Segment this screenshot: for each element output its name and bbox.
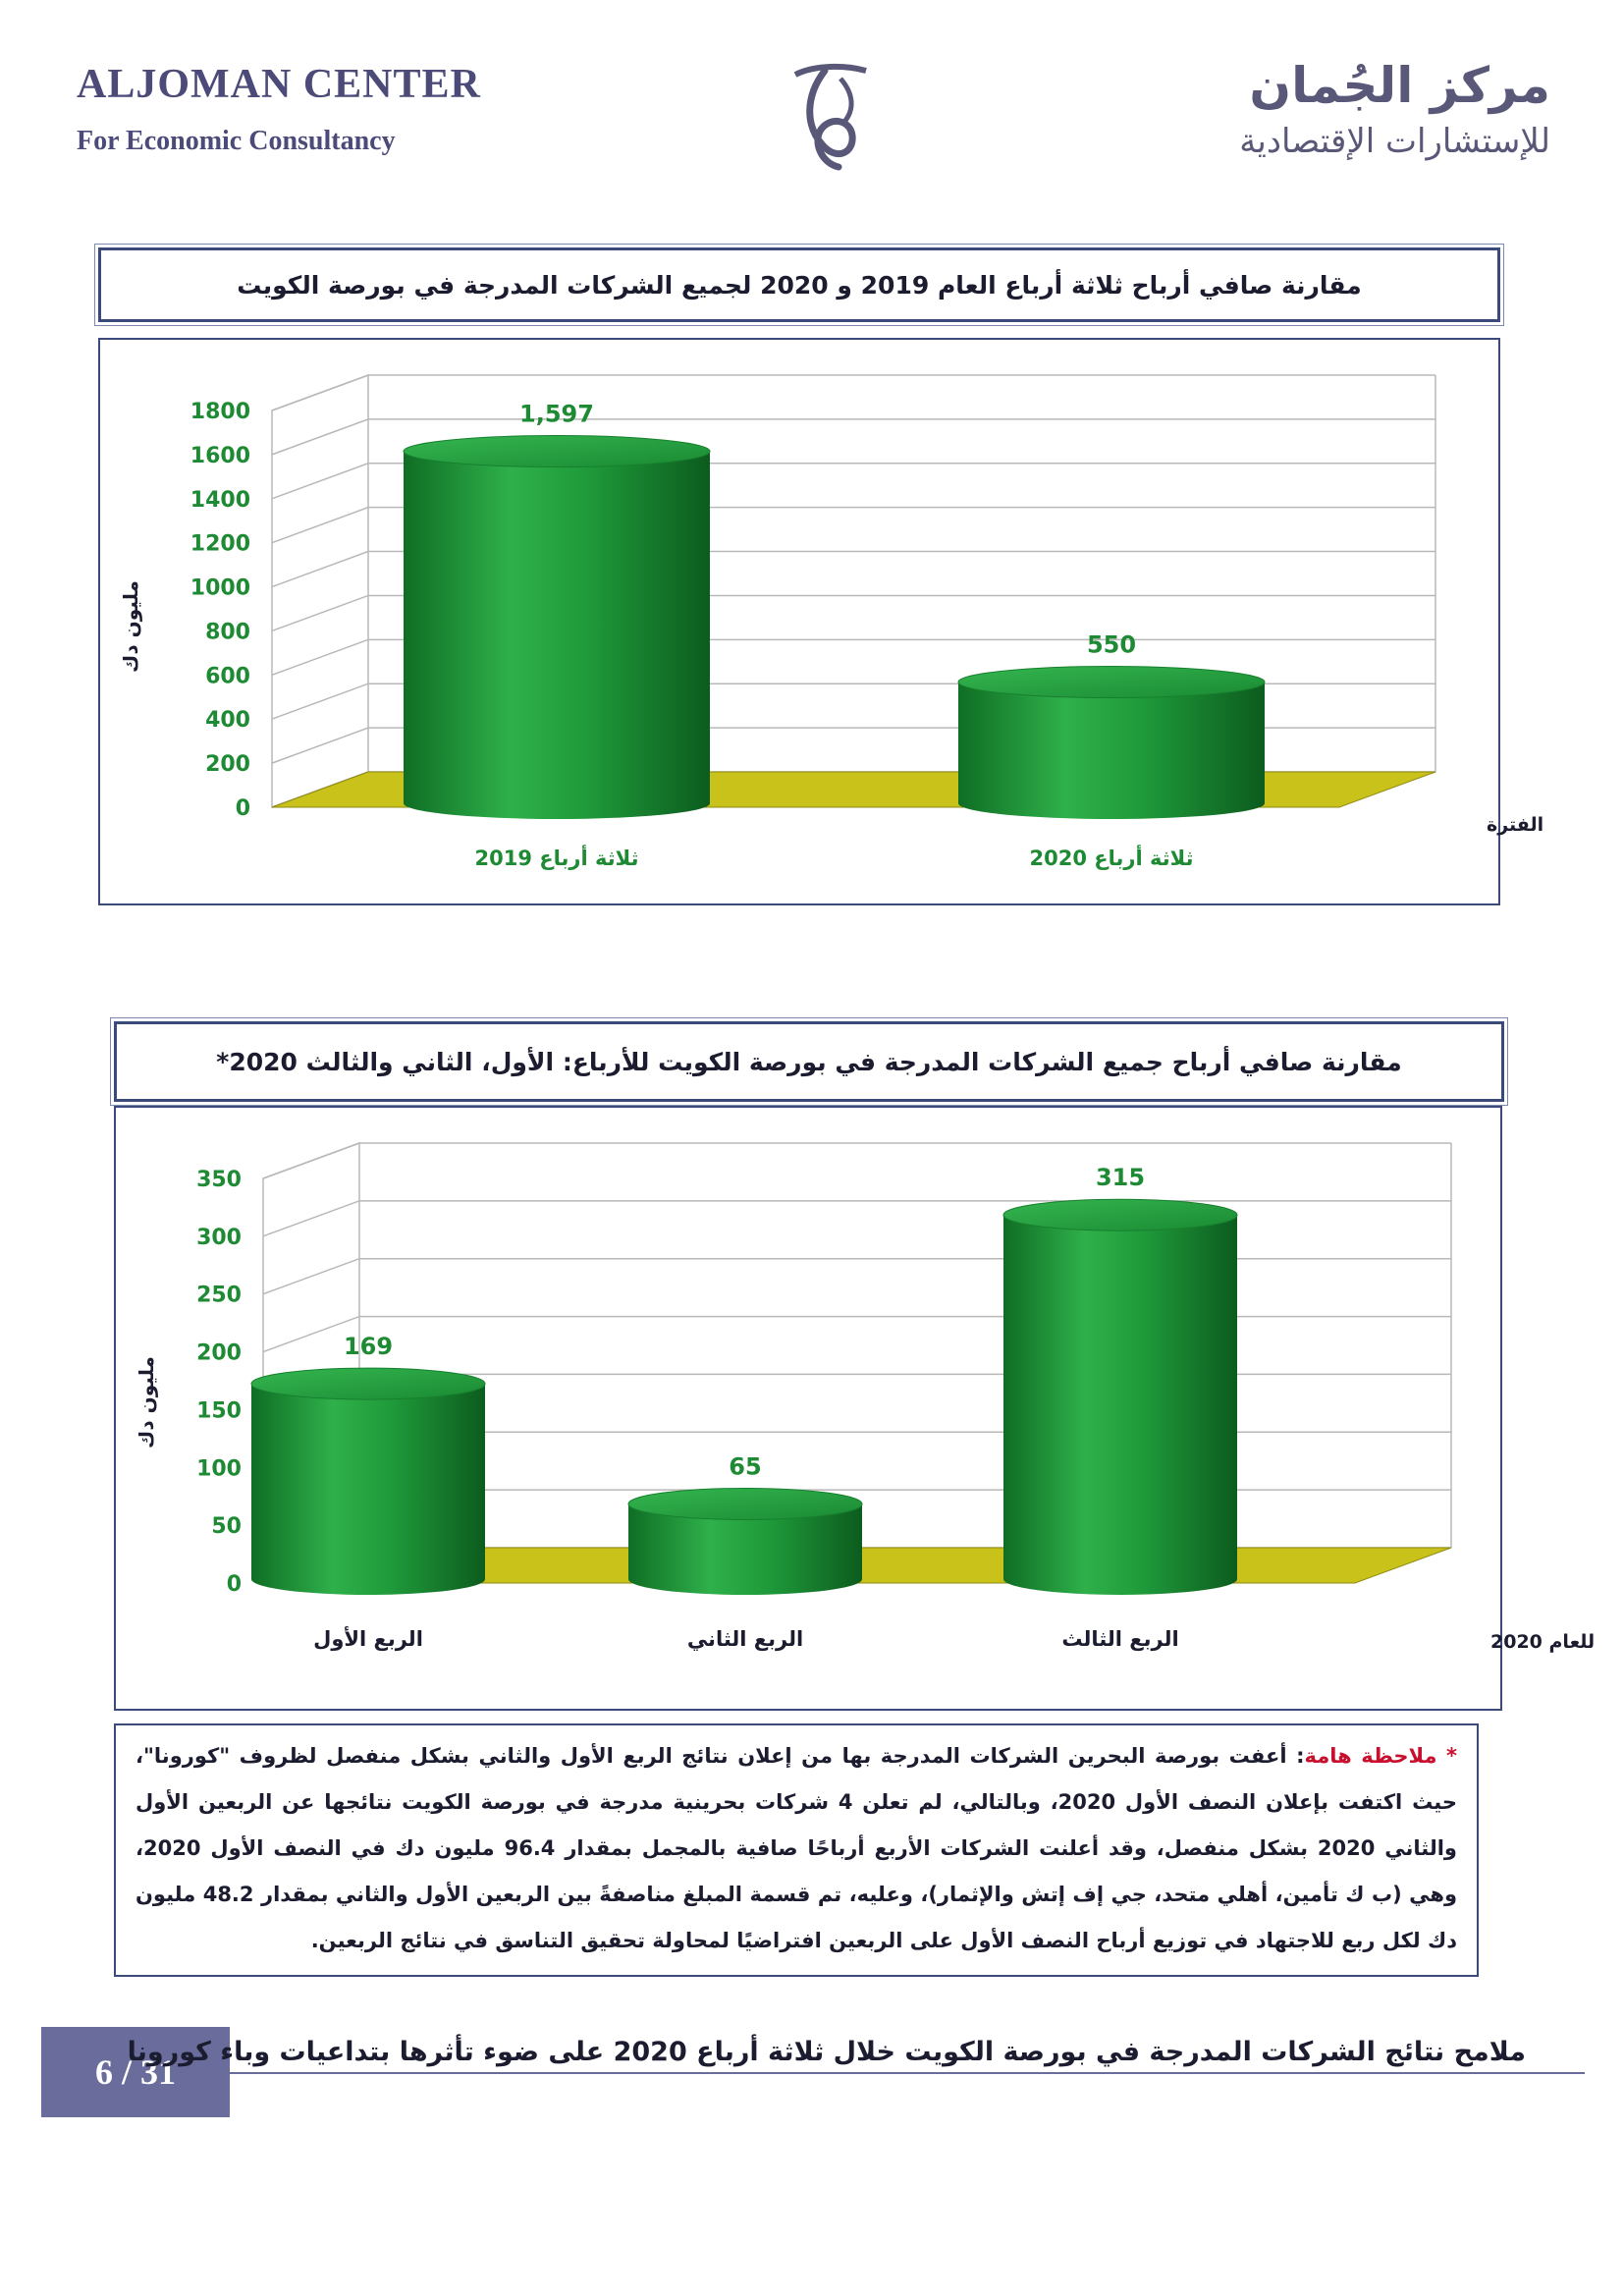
y-tick-label: 200 bbox=[196, 1340, 242, 1366]
y-axis-title: مليون دك bbox=[119, 580, 142, 673]
data-label: 1,597 bbox=[519, 400, 594, 428]
gridline bbox=[263, 1259, 1451, 1294]
y-tick-label: 800 bbox=[205, 620, 250, 645]
bar-cylinder bbox=[958, 683, 1265, 819]
x-axis-caption: الفترة bbox=[1487, 814, 1544, 836]
chart2-frame bbox=[114, 1106, 1596, 1711]
x-axis-caption: للعام 2020 bbox=[1490, 1631, 1596, 1653]
y-tick-label: 200 bbox=[205, 752, 250, 778]
y-tick-label: 400 bbox=[205, 708, 250, 734]
bar-cylinder-top bbox=[628, 1488, 862, 1519]
category-label: الربع الثالث bbox=[1061, 1627, 1179, 1651]
y-axis-title: مليون دك bbox=[135, 1356, 158, 1449]
brand-name-en: ALJOMAN CENTER bbox=[77, 62, 481, 107]
bar-cylinder bbox=[404, 452, 710, 819]
gridline bbox=[263, 1317, 1451, 1352]
page-number: 6 / 31 bbox=[41, 2027, 230, 2117]
y-tick-label: 250 bbox=[196, 1283, 242, 1308]
y-tick-label: 1400 bbox=[189, 487, 250, 513]
category-label: ثلاثة أرباع 2020 bbox=[1029, 847, 1194, 870]
chart2-svg bbox=[116, 1108, 1596, 1709]
category-label: الربع الأول bbox=[313, 1627, 423, 1651]
y-tick-label: 1200 bbox=[189, 531, 250, 557]
brand-english bbox=[77, 61, 481, 157]
footer-divider bbox=[230, 2072, 1585, 2074]
y-tick-label: 600 bbox=[205, 664, 250, 689]
bar-cylinder-top bbox=[958, 667, 1265, 698]
aljoman-logo-icon bbox=[776, 57, 884, 175]
chart1-title: مقارنة صافي أرباح ثلاثة أرباع العام 2019 و 2020 لجميع الشركات المدرجة في بورصة الكويت bbox=[98, 247, 1500, 322]
y-tick-label: 350 bbox=[196, 1168, 242, 1192]
y-tick-label: 50 bbox=[211, 1514, 242, 1540]
chart1-svg bbox=[100, 340, 1544, 903]
y-tick-label: 0 bbox=[235, 796, 250, 821]
y-tick-label: 1600 bbox=[189, 443, 250, 468]
data-label: 65 bbox=[729, 1452, 762, 1481]
bar-cylinder-top bbox=[404, 436, 710, 467]
note-text: : أعفت بورصة البحرين الشركات المدرجة بها من إعلان نتائج الربع الأول والثاني بشكل منفصل لظروف "كورونا"، حيث اكتفت بإعلان النصف الأول 2020، وبالتالي، لم تعلن 4 شركات بحرينية مدرجة في بورصة الكويت نتائجها عن الربعين الأول والثاني 2020 بشكل منفصل، وقد أعلنت الشركات الأربع أرباحًا صافية بالمجمل بمقدار 96.4 مليون دك في النصف الأول 2020، وهي (ب ك تأمين، أهلي متحد، جي إف إتش والإثمار)، وعليه، تم قسمة المبلغ مناصفةً بين الربعين الأول والثاني بمقدار 48.2 مليون دك لكل ربع للاجتهاد في توزيع أرباح النصف الأول على الربعين افتراضيًا لمحاولة تحقيق التناسق في نتائج الربعين. bbox=[135, 1744, 1458, 1952]
note-label: * ملاحظة هامة bbox=[1304, 1744, 1457, 1768]
bar-cylinder-top bbox=[1003, 1199, 1237, 1230]
gridline bbox=[263, 1201, 1451, 1236]
category-label: الربع الثاني bbox=[686, 1627, 804, 1651]
y-tick-label: 150 bbox=[196, 1398, 242, 1424]
gridline bbox=[272, 375, 1435, 410]
bar-cylinder bbox=[251, 1384, 485, 1595]
y-tick-label: 0 bbox=[226, 1572, 242, 1597]
y-tick-label: 300 bbox=[196, 1225, 242, 1250]
footer-title: ملامح نتائج الشركات المدرجة في بورصة الكويت خلال ثلاثة أرباع 2020 على ضوء تأثرها بتداعيات وباء كورونا bbox=[127, 2037, 1526, 2067]
bar-cylinder-top bbox=[251, 1368, 485, 1399]
brand-arabic bbox=[1239, 57, 1550, 161]
gridline bbox=[263, 1143, 1451, 1178]
category-label: ثلاثة أرباع 2019 bbox=[474, 847, 639, 870]
y-tick-label: 1800 bbox=[189, 400, 250, 424]
side-wall bbox=[272, 375, 368, 807]
data-label: 169 bbox=[343, 1333, 394, 1361]
chart2-title: مقارنة صافي أرباح جميع الشركات المدرجة في بورصة الكويت للأرباع: الأول، الثاني والثالث 2020* bbox=[114, 1021, 1504, 1102]
chart1-frame bbox=[98, 338, 1544, 905]
brand-tagline-en: For Economic Consultancy bbox=[77, 126, 396, 156]
bar-cylinder bbox=[1003, 1215, 1237, 1595]
brand-name-ar: مركز الجُمان bbox=[1249, 57, 1550, 114]
data-label: 550 bbox=[1086, 630, 1137, 659]
data-label: 315 bbox=[1095, 1164, 1146, 1192]
important-note bbox=[114, 1723, 1479, 1977]
brand-tagline-ar: للإستشارات الإقتصادية bbox=[1239, 122, 1550, 161]
y-tick-label: 100 bbox=[196, 1456, 242, 1482]
y-tick-label: 1000 bbox=[189, 575, 250, 601]
